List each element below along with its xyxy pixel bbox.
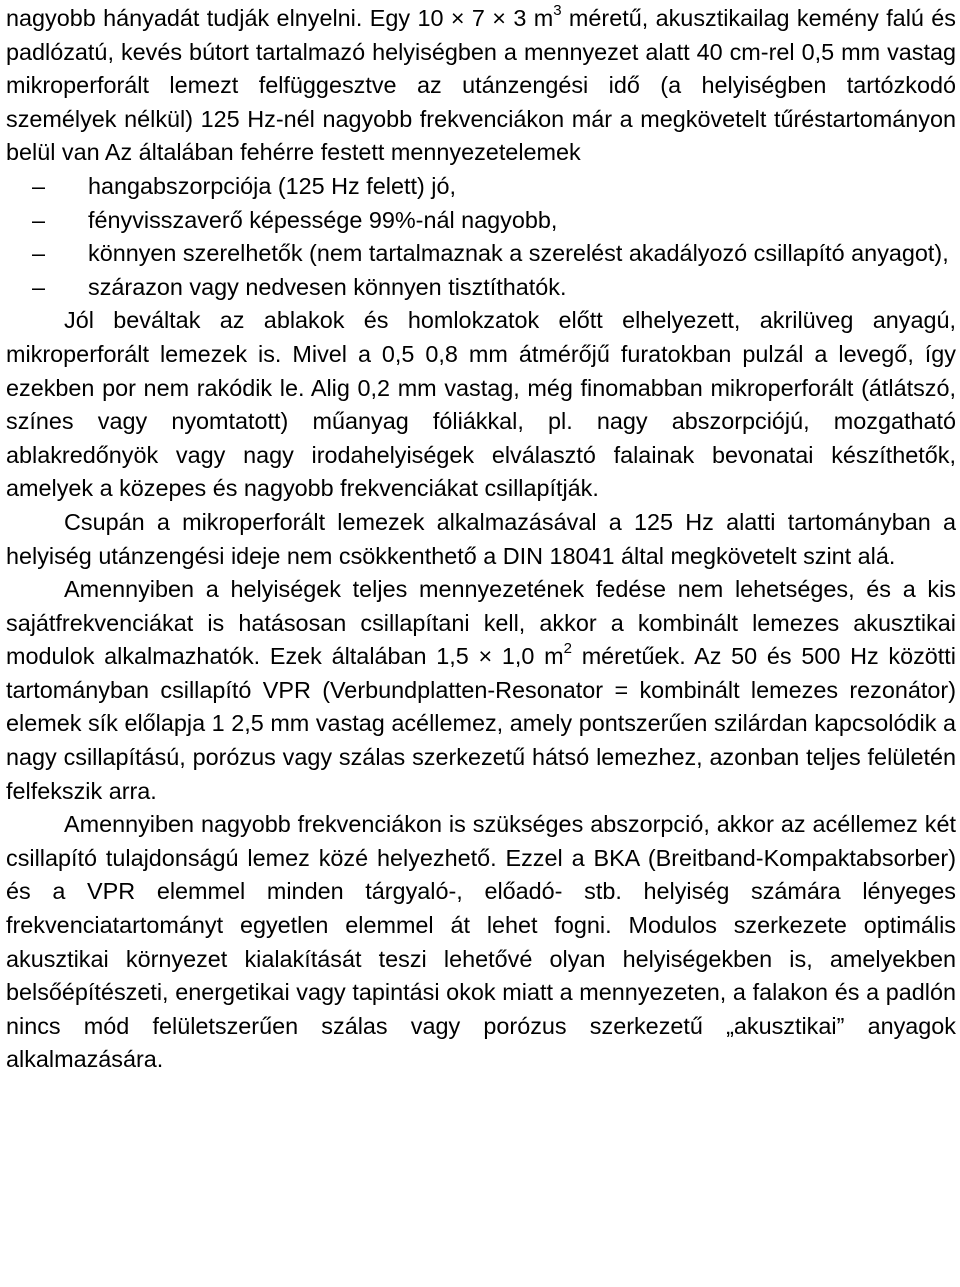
paragraph-intro-text-b: méretű, akusztikailag kemény falú és padlózatú, kevés bútort tartalmazó helyiségben a mennyezet alatt 40 cm-rel 0,5 mm vastag mikroperforált lemezt felfüggesztve az utánzengési idő (a helyiségben tartózkodó személyek nélkül) 125 Hz-nél nagyobb frekvenciákon már a megkövetelt tűréstartományon belül van Az általában fehérre festett mennyezetelemek	[6, 5, 956, 166]
list-item-text: könnyen szerelhetők (nem tartalmaznak a szerelést akadályozó csillapító anyagot),	[88, 240, 949, 267]
list-item	[6, 170, 956, 204]
paragraph-acrylic-panels: Jól beváltak az ablakok és homlokzatok előtt elhelyezett, akrilüveg anyagú, mikroperforált lemezek is. Mivel a 0,5 0,8 mm átmérőjű furatokban pulzál a levegő, így ezekben por nem rakódik le. Alig 0,2 mm vastag, még finomabban mikroperforált (átlátszó, színes vagy nyomtatott) műanyag fóliákkal, pl. nagy abszorpciójú, mozgatható ablakredőnyök vagy nagy irodahelyiségek elválasztó falainak bevonatai készíthetők, amelyek a közepes és nagyobb frekvenciákat csillapítják.	[6, 307, 956, 502]
paragraph-intro	[6, 2, 956, 170]
document-page	[6, 2, 956, 1077]
paragraph-low-frequency-limit: Csupán a mikroperforált lemezek alkalmazásával a 125 Hz alatti tartományban a helyiség utánzengési ideje nem csökkenthető a DIN 18041 által megkövetelt szint alá.	[6, 508, 956, 569]
paragraph-combined-modules-text-a: Amennyiben a helyiségek teljes mennyezetének fedése nem lehetséges, és a kis sajátfrekvenciákat is hatásosan csillapítani kell, akkor a kombinált lemezes akusztikai modulok alkalmazhatók. Ezek általában 1,5 × 1,0 m	[6, 576, 956, 670]
list-item-text: hangabszorpciója (125 Hz felett) jó,	[88, 172, 456, 199]
list-item	[6, 204, 956, 238]
list-item-text: fényvisszaverő képessége 99%-nál nagyobb,	[88, 206, 558, 233]
paragraph-broadband-absorber: Amennyiben nagyobb frekvenciákon is szükséges abszorpció, akkor az acéllemez két csillapító tulajdonságú lemez közé helyezhető. Ezzel a BKA (Breitband-Kompaktabsorber) és a VPR elemmel minden tárgyaló-, előadó- stb. helyiség számára lényeges frekvenciatartományt egyetlen elemmel át lehet fogni. Modulos szerkezete optimális akusztikai környezet kialakítását teszi lehetővé olyan helyiségekben is, amelyekben belsőépítészeti, energetikai vagy tapintási okok miatt a mennyezeten, a falakon és a padlón nincs mód felületszerűen szálas vagy porózus szerkezetű „akusztikai” anyagok alkalmazására.	[6, 811, 956, 1073]
paragraph-combined-modules	[6, 573, 956, 808]
dash-bullet: –	[32, 240, 46, 267]
dash-bullet: –	[32, 172, 46, 199]
superscript-cubic: 3	[553, 2, 562, 19]
ceiling-element-properties-list	[6, 170, 956, 304]
paragraph-combined-modules-text-b: méretűek. Az 50 és 500 Hz közötti tartományban csillapító VPR (Verbundplatten-Resonator = kombinált lemezes rezonátor) elemek sík előlapja 1 2,5 mm vastag acéllemez, amely pontszerűen szilárdan kapcsolódik a nagy csillapítású, porózus vagy szálas szerkezetű hátsó lemezhez, azonban teljes felületén felfekszik arra.	[6, 643, 956, 804]
list-item	[6, 271, 956, 305]
superscript-square: 2	[563, 640, 572, 658]
paragraph-intro-text-a: nagyobb hányadát tudják elnyelni. Egy 10 × 7 × 3 m	[6, 5, 554, 31]
list-item-text: szárazon vagy nedvesen könnyen tisztíthatók.	[88, 273, 567, 300]
dash-bullet: –	[32, 273, 46, 300]
dash-bullet: –	[32, 206, 46, 233]
list-item	[6, 237, 956, 271]
